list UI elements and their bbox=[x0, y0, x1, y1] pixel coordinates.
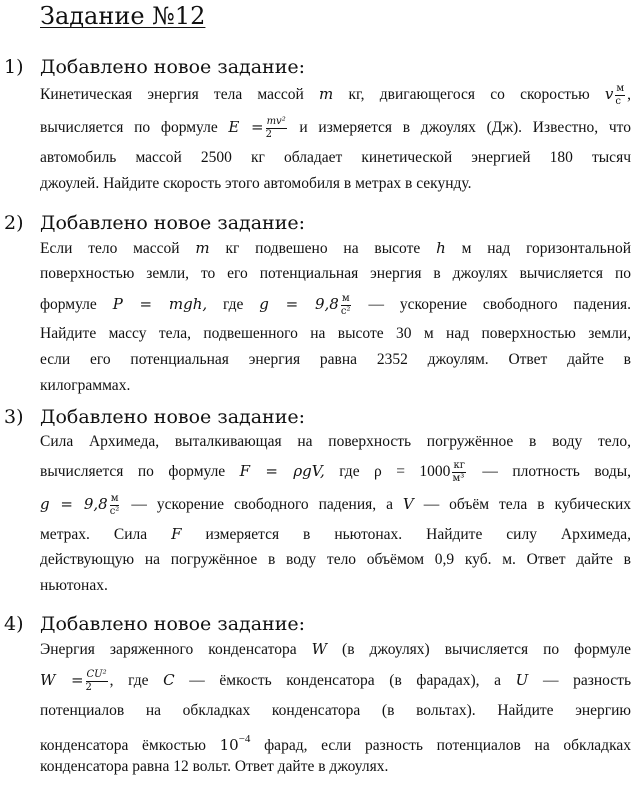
task-number: 1) bbox=[4, 56, 24, 78]
text-line: конденсатора ёмкостью $10^{-4}$ фарад, если разность потенциалов на обкладках bbox=[40, 733, 631, 754]
fraction: $\frac{\text{CU²}}{2}$ bbox=[85, 668, 107, 693]
text-line: автомобиль массой 2500 кг обладает кинетической энергией 180 тысяч bbox=[40, 149, 631, 166]
task-text bbox=[40, 235, 631, 399]
task-text bbox=[40, 429, 631, 599]
text-line: потенциалов на обкладках конденсатора (в вольтах). Найдите энергию bbox=[40, 702, 631, 719]
fraction: $\frac{кг}{\text{м³}}$ bbox=[452, 459, 465, 484]
text-line: если его потенциальная энергия равна 2352 джоулям. Ответ дайте в bbox=[40, 351, 631, 368]
text-line: формуле P = mgh, где g = 9,8 $\frac{м}{\text{с²}}$ — ускорение свободного падения. bbox=[40, 292, 632, 317]
task-text bbox=[40, 79, 631, 197]
text-line: Найдите массу тела, подвешенного на высоте 30 м над поверхностью земли, bbox=[40, 325, 631, 342]
text-line: поверхностью земли, то его потенциальная энергия в джоулях вычисляется по bbox=[40, 265, 631, 282]
text-line: ньютонах. bbox=[40, 577, 108, 594]
text-line: метрах. Сила F измеряется в ньютонах. Найдите силу Архимеда, bbox=[40, 525, 632, 543]
text-line: вычисляется по формуле F = ρgV, где ρ = 1000 $\frac{кг}{\text{м³}}$ — плотность воды, bbox=[40, 459, 632, 484]
text-line: вычисляется по формуле E = $\frac{\text{mv²}}{2}$ и измеряется в джоулях (Дж). Известно, что bbox=[40, 115, 631, 140]
fraction: $\frac{м}{\text{с²}}$ bbox=[109, 492, 120, 517]
task-number: 2) bbox=[4, 212, 24, 234]
text-line: действующую на погружённое в воду тело объёмом 0,9 куб. м. Ответ дайте в bbox=[40, 551, 631, 568]
fraction: $\frac{\text{mv²}}{2}$ bbox=[265, 115, 286, 140]
text-line: Если тело массой m кг подвешено на высоте h м над горизонтальной bbox=[40, 239, 632, 257]
text-line: Энергия заряженного конденсатора W (в джоулях) вычисляется по формуле bbox=[40, 640, 631, 658]
text-line: Кинетическая энергия тела массой m кг, двигающегося со скоростью v $\frac{м}{с}$ , bbox=[40, 82, 632, 107]
text-line: W = $\frac{\text{CU²}}{2}$ , где C — ёмкость конденсатора (в фарадах), а U — разность bbox=[40, 668, 632, 693]
fraction: $\frac{м}{с}$ bbox=[615, 82, 625, 107]
text-line: килограммах. bbox=[40, 377, 131, 394]
text-line: джоулей. Найдите скорость этого автомобиля в метрах в секунду. bbox=[40, 175, 472, 192]
task-number: 4) bbox=[4, 613, 24, 635]
task-heading: Добавлено новое задание: bbox=[40, 212, 306, 234]
task-number: 3) bbox=[4, 406, 24, 428]
fraction: $\frac{м}{\text{с²}}$ bbox=[340, 292, 351, 317]
text-line: Сила Архимеда, выталкивающая на поверхность погружённое в воду тело, bbox=[40, 433, 631, 450]
task-text bbox=[40, 636, 631, 780]
task-heading: Добавлено новое задание: bbox=[40, 406, 306, 428]
text-line: g = 9,8 $\frac{м}{\text{с²}}$ — ускорение свободного падения, а V — объём тела в кубических bbox=[40, 492, 632, 517]
task-heading: Добавлено новое задание: bbox=[40, 613, 306, 635]
page-title: Задание №12 bbox=[40, 2, 206, 30]
task-heading: Добавлено новое задание: bbox=[40, 56, 306, 78]
text-line: конденсатора равна 12 вольт. Ответ дайте в джоулях. bbox=[40, 758, 389, 775]
